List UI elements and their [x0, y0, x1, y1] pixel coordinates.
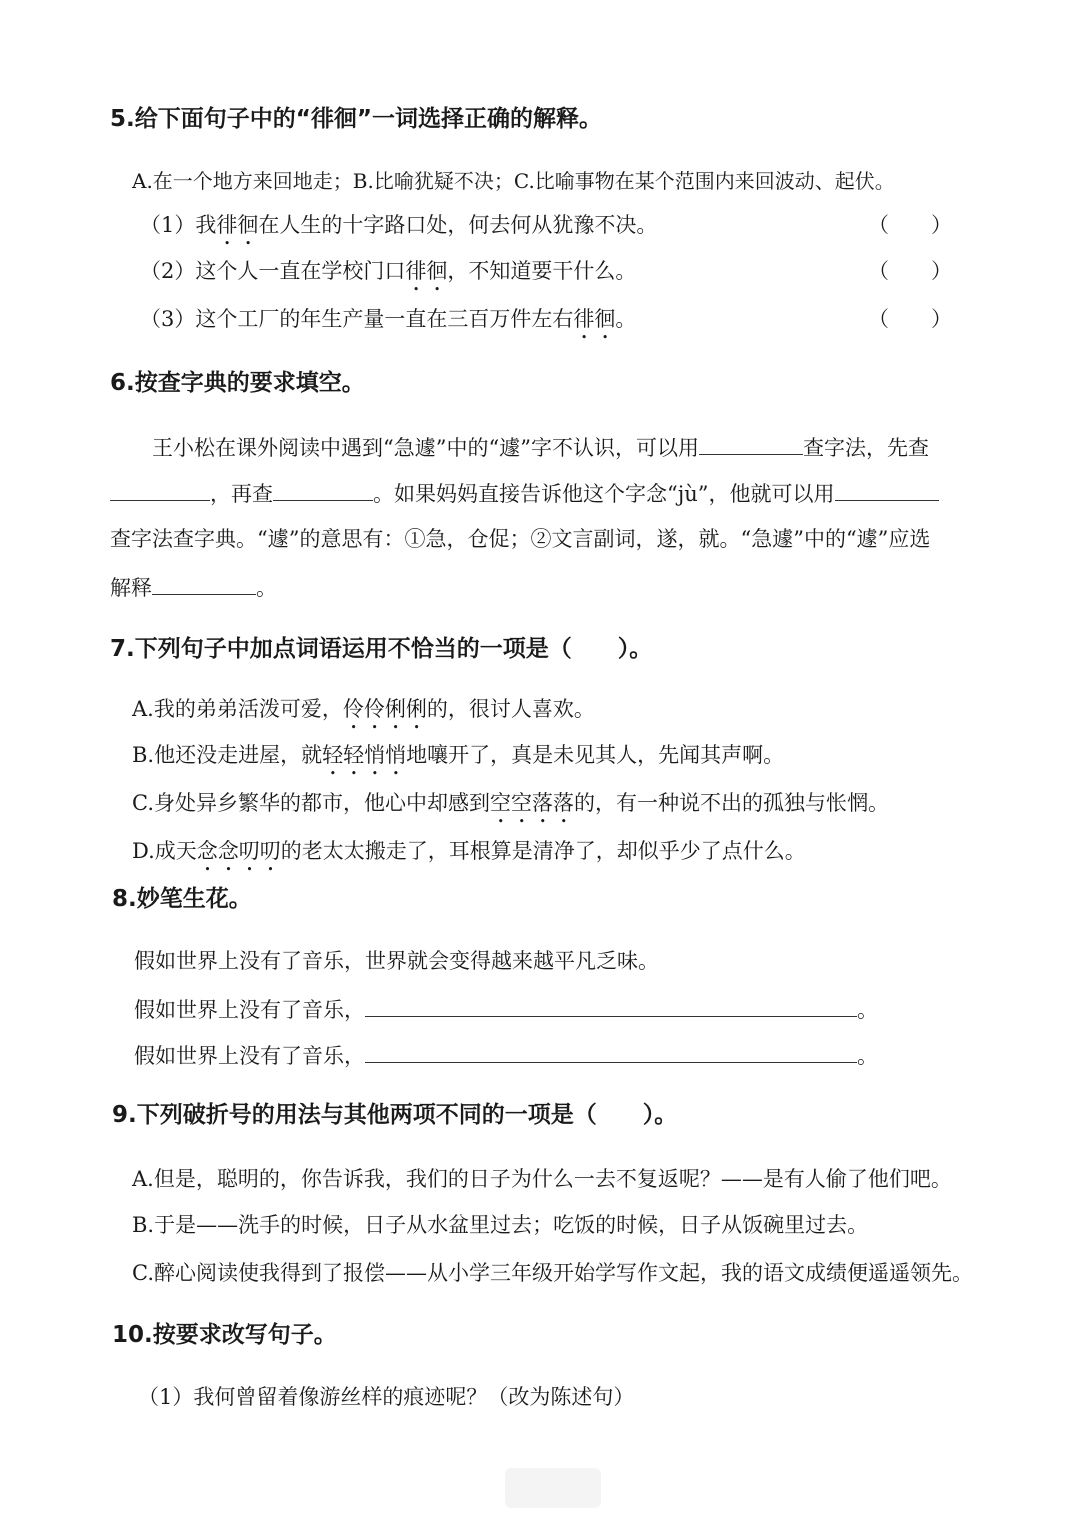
q7-title: 7.下列句子中加点词语运用不恰当的一项是（ ）。 [110, 636, 653, 662]
q6-blank-method[interactable] [699, 432, 803, 455]
q6-blank-pinyin-method[interactable] [835, 478, 939, 501]
q10-item-1: （1）我何曾留着像游丝样的痕迹呢？（改为陈述句） [138, 1385, 635, 1409]
q9-option-a: A.但是，聪明的，你告诉我，我们的日子为什么一去不复返呢？——是有人偷了他们吧。 [132, 1167, 952, 1191]
page-footer-mark [505, 1468, 601, 1508]
dotted-word: 伶伶俐俐 [342, 697, 427, 721]
q8-answer-line-2[interactable] [365, 1040, 857, 1063]
q5-answer-paren-2[interactable]: （ ） [868, 259, 952, 283]
dotted-word: 徘徊 [573, 307, 616, 331]
q8-example: 假如世界上没有了音乐，世界就会变得越来越平凡乏味。 [134, 949, 659, 973]
q8-prompt-2: 假如世界上没有了音乐， 。 [134, 1040, 878, 1071]
q6-blank-first[interactable] [110, 478, 210, 501]
q6-line-3: 查字法查字典。“遽”的意思有：①急，仓促；②文言副词，遂，就。“急遽”中的“遽”应选 [110, 527, 931, 551]
q9-option-c: C.醉心阅读使我得到了报偿——从小学三年级开始学写作文起，我的语文成绩便遥遥领先。 [132, 1261, 973, 1285]
dotted-word: 轻轻悄悄 [322, 743, 407, 767]
q9-title: 9.下列破折号的用法与其他两项不同的一项是（ ）。 [112, 1102, 678, 1128]
q8-prompt-1: 假如世界上没有了音乐， 。 [134, 994, 878, 1025]
q6-line-2: ，再查 。如果妈妈直接告诉他这个字念“jù”，他就可以用 [110, 478, 939, 509]
q5-item-3: （3）这个工厂的年生产量一直在三百万件左右徘徊。 [140, 307, 637, 331]
q7-option-d: D.成天念念叨叨的老太太搬走了，耳根算是清净了，却似乎少了点什么。 [132, 839, 806, 863]
dotted-word: 空空落落 [490, 791, 574, 815]
q6-title: 6.按查字典的要求填空。 [110, 370, 365, 396]
q5-item-1: （1）我徘徊在人生的十字路口处，何去何从犹豫不决。 [140, 213, 658, 237]
q5-title: 5.给下面句子中的“徘徊”一词选择正确的解释。 [110, 106, 602, 132]
q7-option-a: A.我的弟弟活泼可爱，伶伶俐俐的，很讨人喜欢。 [132, 697, 595, 721]
q6-blank-second[interactable] [273, 478, 373, 501]
q8-answer-line-1[interactable] [365, 994, 857, 1017]
dotted-word: 徘徊 [216, 213, 259, 237]
dotted-word: 徘徊 [405, 259, 448, 283]
q9-option-b: B.于是——洗手的时候，日子从水盆里过去；吃饭的时候，日子从饭碗里过去。 [132, 1213, 869, 1237]
q7-option-b: B.他还没走进屋，就轻轻悄悄地嚷开了，真是未见其人，先闻其声啊。 [132, 743, 785, 767]
q6-blank-meaning[interactable] [152, 572, 256, 595]
dotted-word: 念念叨叨 [196, 839, 281, 863]
q10-title: 10.按要求改写句子。 [112, 1322, 337, 1348]
q5-item-2: （2）这个人一直在学校门口徘徊，不知道要干什么。 [140, 259, 637, 283]
q6-line-1: 王小松在课外阅读中遇到“急遽”中的“遽”字不认识，可以用 查字法，先查 [152, 432, 929, 463]
q5-answer-paren-3[interactable]: （ ） [868, 307, 952, 331]
q6-line-4: 解释 。 [110, 572, 277, 603]
q8-title: 8.妙笔生花。 [112, 886, 252, 912]
q5-options: A.在一个地方来回地走；B.比喻犹疑不决；C.比喻事物在某个范围内来回波动、起伏。 [132, 169, 895, 193]
q7-option-c: C.身处异乡繁华的都市，他心中却感到空空落落的，有一种说不出的孤独与怅惘。 [132, 791, 889, 815]
q5-answer-paren-1[interactable]: （ ） [868, 213, 952, 237]
